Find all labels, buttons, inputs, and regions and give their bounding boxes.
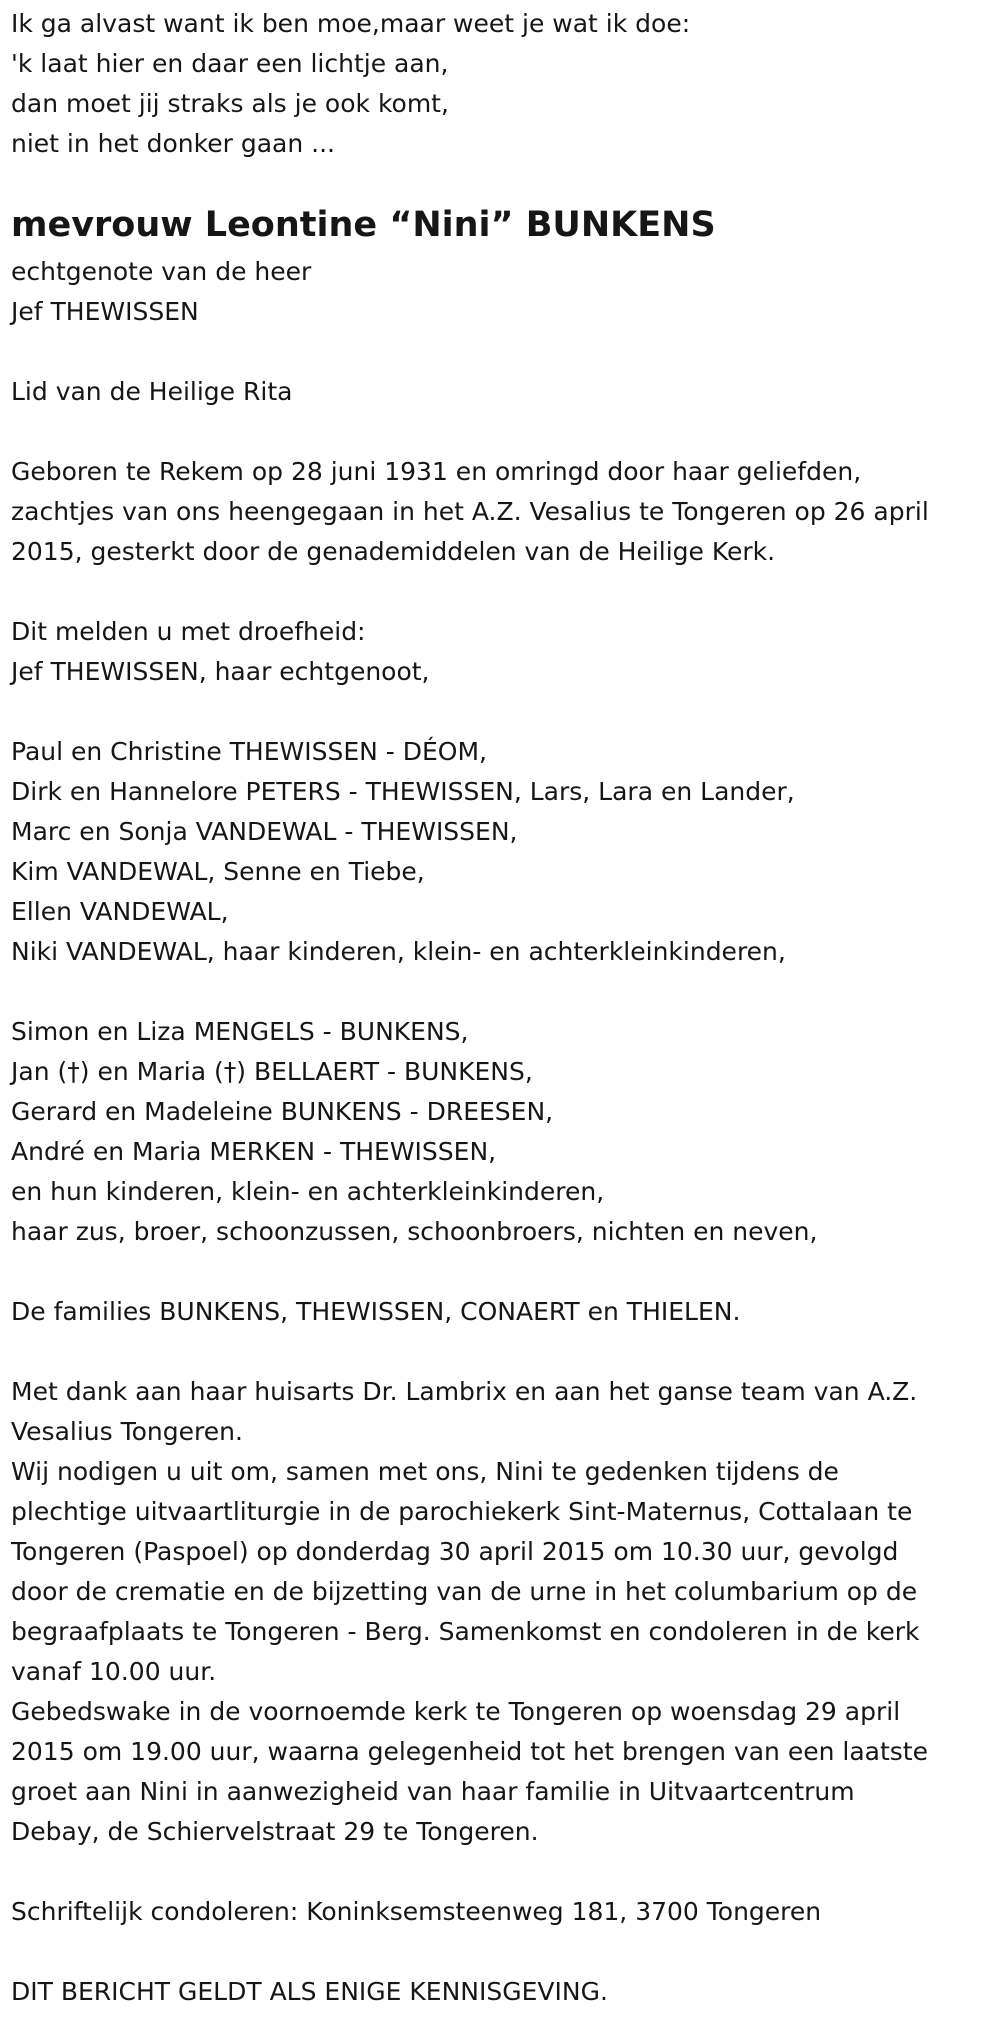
service-line: Tongeren (Paspoel) op donderdag 30 april 2015 om 10.30 uur, gevolgd — [11, 1537, 899, 1566]
family-line: André en Maria MERKEN - THEWISSEN, — [11, 1137, 497, 1166]
families-line: De families BUNKENS, THEWISSEN, CONAERT en THIELEN. — [11, 1297, 741, 1326]
spacer — [11, 692, 989, 732]
poem — [11, 4, 989, 164]
family-line: haar zus, broer, schoonzussen, schoonbroers, nichten en neven, — [11, 1217, 818, 1246]
service-line: plechtige uitvaartliturgie in de parochiekerk Sint-Maternus, Cottalaan te — [11, 1497, 913, 1526]
poem-line: Ik ga alvast want ik ben moe,maar weet je wat ik doe: — [11, 9, 691, 38]
service-line: begraafplaats te Tongeren - Berg. Samenkomst en condoleren in de kerk — [11, 1617, 920, 1646]
spouse-line: echtgenote van de heer — [11, 257, 312, 286]
thanks-and-service-block — [11, 1372, 989, 1852]
spouse-line: Jef THEWISSEN — [11, 297, 199, 326]
birth-death-line: 2015, gesterkt door de genademiddelen van de Heilige Kerk. — [11, 537, 776, 566]
service-line: Debay, de Schiervelstraat 29 te Tongeren. — [11, 1817, 539, 1846]
service-line: vanaf 10.00 uur. — [11, 1657, 217, 1686]
service-line: Gebedswake in de voornoemde kerk te Tongeren op woensdag 29 april — [11, 1697, 901, 1726]
poem-line: 'k laat hier en daar een lichtje aan, — [11, 49, 449, 78]
service-line: Wij nodigen u uit om, samen met ons, Nini te gedenken tijdens de — [11, 1457, 839, 1486]
spacer — [11, 332, 989, 372]
spacer — [11, 412, 989, 452]
family-line: Gerard en Madeleine BUNKENS - DREESEN, — [11, 1097, 554, 1126]
membership: Lid van de Heilige Rita — [11, 377, 293, 406]
spacer — [11, 1332, 989, 1372]
family-line: Kim VANDEWAL, Senne en Tiebe, — [11, 857, 425, 886]
family-line: Dirk en Hannelore PETERS - THEWISSEN, Lars, Lara en Lander, — [11, 777, 795, 806]
family-line: Niki VANDEWAL, haar kinderen, klein- en achterkleinkinderen, — [11, 937, 786, 966]
service-line: Met dank aan haar huisarts Dr. Lambrix en aan het ganse team van A.Z. — [11, 1377, 918, 1406]
spouse-block — [11, 252, 989, 332]
notice: DIT BERICHT GELDT ALS ENIGE KENNISGEVING. — [11, 1977, 608, 2006]
siblings-block — [11, 1012, 989, 1252]
spacer — [11, 1252, 989, 1292]
family-line: Simon en Liza MENGELS - BUNKENS, — [11, 1017, 469, 1046]
spacer — [11, 572, 989, 612]
family-line: Jan (†) en Maria (†) BELLAERT - BUNKENS, — [11, 1057, 533, 1086]
poem-line: dan moet jij straks als je ook komt, — [11, 89, 449, 118]
announcers-line: Dit melden u met droefheid: — [11, 617, 366, 646]
birth-death-block — [11, 452, 989, 572]
poem-line: niet in het donker gaan ... — [11, 129, 335, 158]
spacer — [11, 1932, 989, 1972]
condolence-address: Schriftelijk condoleren: Koninksemsteenweg 181, 3700 Tongeren — [11, 1897, 822, 1926]
service-line: 2015 om 19.00 uur, waarna gelegenheid tot het brengen van een laatste — [11, 1737, 928, 1766]
announcers-line: Jef THEWISSEN, haar echtgenoot, — [11, 657, 430, 686]
children-block — [11, 732, 989, 972]
birth-death-line: zachtjes van ons heengegaan in het A.Z. Vesalius te Tongeren op 26 april — [11, 497, 929, 526]
service-line: groet aan Nini in aanwezigheid van haar familie in Uitvaartcentrum — [11, 1777, 855, 1806]
family-line: Marc en Sonja VANDEWAL - THEWISSEN, — [11, 817, 518, 846]
birth-death-line: Geboren te Rekem op 28 juni 1931 en omringd door haar geliefden, — [11, 457, 862, 486]
family-line: Ellen VANDEWAL, — [11, 897, 229, 926]
spacer — [11, 972, 989, 1012]
service-line: door de crematie en de bijzetting van de urne in het columbarium op de — [11, 1577, 918, 1606]
family-line: Paul en Christine THEWISSEN - DÉOM, — [11, 737, 488, 766]
service-line: Vesalius Tongeren. — [11, 1417, 243, 1446]
announcers-intro — [11, 612, 989, 692]
family-line: en hun kinderen, klein- en achterkleinkinderen, — [11, 1177, 605, 1206]
deceased-name: mevrouw Leontine “Nini” BUNKENS — [11, 205, 716, 245]
spacer — [11, 1852, 989, 1892]
